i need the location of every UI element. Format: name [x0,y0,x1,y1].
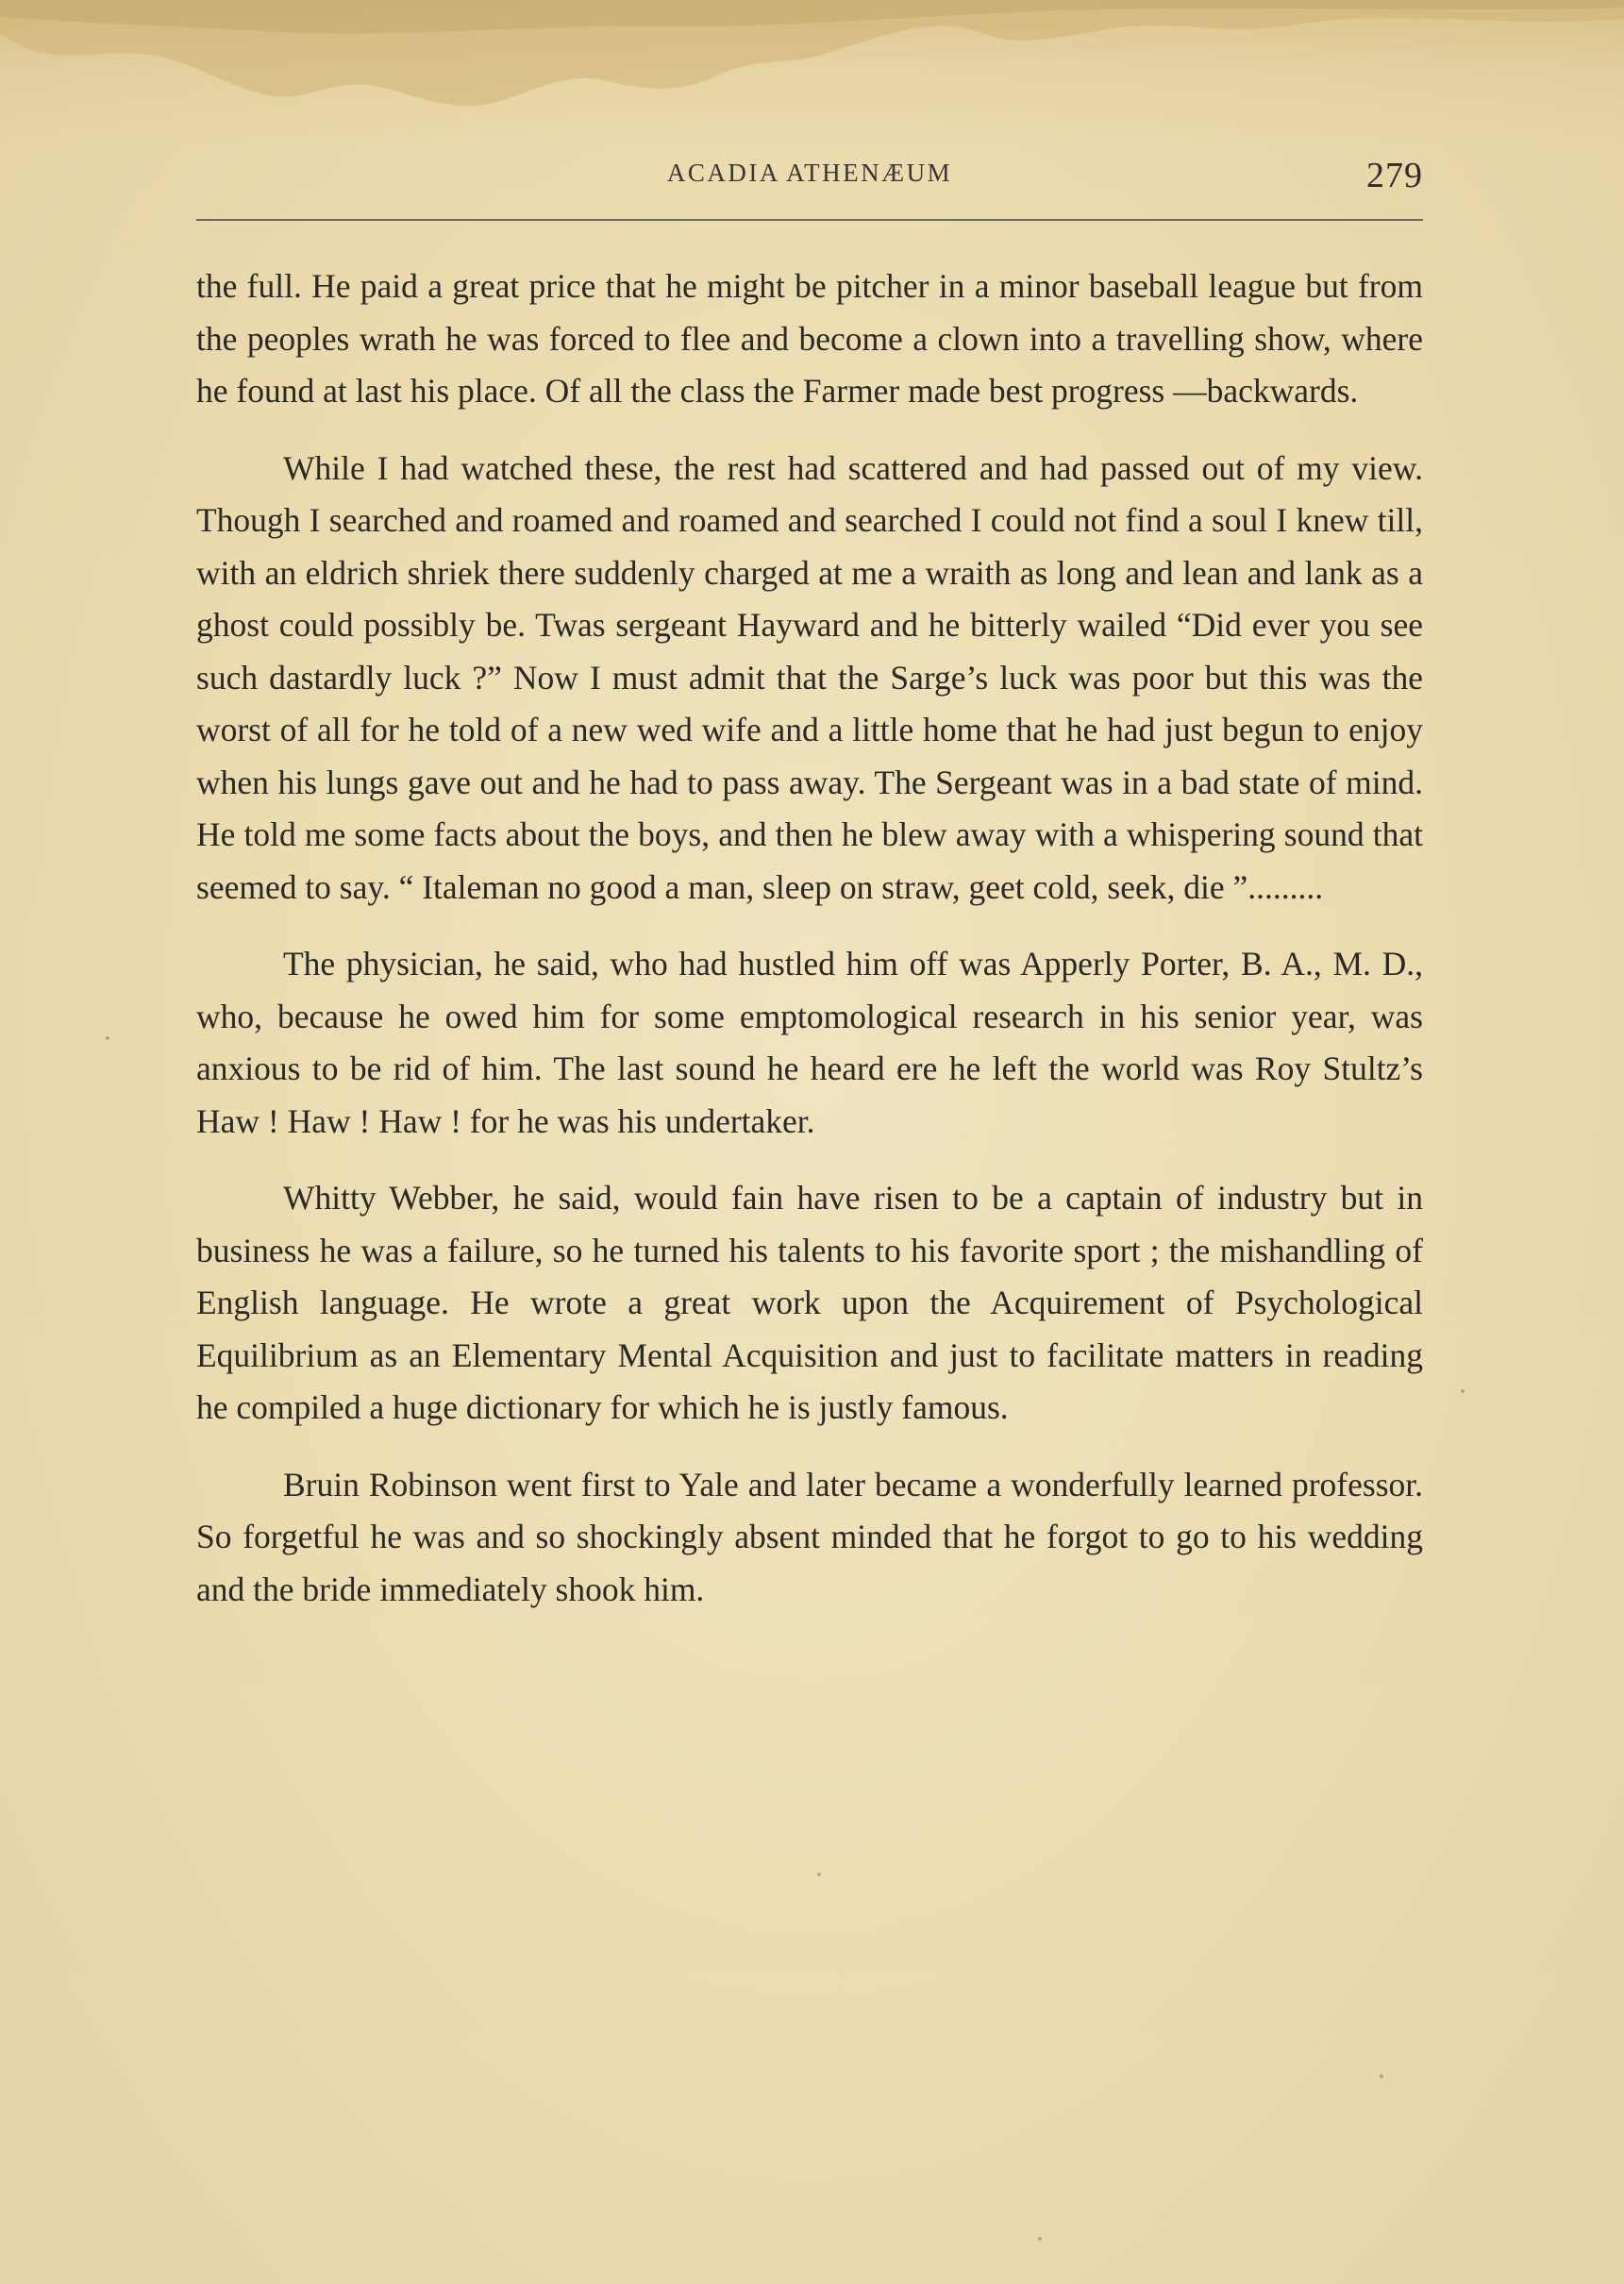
paper-speck [1038,2237,1042,2241]
paragraph-robinson: Bruin Robinson went first to Yale and later became a wonderfully learned professor. So forgetful he was and so shockingly absent minded that he forgot to go to his wedding and the bride immediately shook him. [196,1465,1423,1608]
paper-speck [817,1873,821,1876]
paper-speck [106,1036,109,1040]
header-rule [196,219,1423,221]
book-page [196,0,1423,2284]
running-head [196,156,1423,196]
paper-speck [1380,2074,1383,2078]
body-text [196,260,1423,1640]
running-title: ACADIA ATHENÆUM [666,159,953,187]
paragraph-physician: The physician, he said, who had hustled him off was Apperly Porter, B. A., M. D., who, because he owed him for some emptomological research in his senior year, was anxious to be rid of him. The last sound he heard ere he left the world was Roy Stultz’s Haw ! Haw ! Haw ! for he was his undertaker. [196,945,1423,1140]
page-number: 279 [1366,156,1423,195]
paragraph-hayward: While I had watched these, the rest had scattered and had passed out of my view. Though I searched and roamed and roamed and searched I could not find a soul I knew till, with an eldrich shriek there suddenly charged at me a wraith as long and lean and lank as a ghost could possibly be. Twas sergeant Hayward and he bitterly wailed “Did ever you see such dastardly luck ?” Now I must admit that the Sarge’s luck was poor but this was the worst of all for he told of a new wed wife and a little home that he had just begun to enjoy when his lungs gave out and he had to pass away. The Sergeant was in a bad state of mind. He told me some facts about the boys, and then he blew away with a whispering sound that seemed to say. “ Italeman no good a man, sleep on straw, geet cold, seek, die ”......... [196,448,1423,906]
paragraph-continuation: the full. He paid a great price that he might be pitcher in a minor baseball league but from the peoples wrath he was forced to flee and become a clown into a travelling show, where he found at last his place. Of all the class the Farmer made best progress —backwards. [196,267,1423,410]
paragraph-webber: Whitty Webber, he said, would fain have risen to be a captain of industry but in business he was a failure, so he turned his talents to his favorite sport ; the mishandling of English language. He wrote a great work upon the Acquirement of Psychological Equilibrium as an Elementary Mental Acquisition and just to facilitate matters in reading he compiled a huge dictionary for which he is justly famous. [196,1179,1423,1426]
paper-speck [1461,1389,1465,1393]
